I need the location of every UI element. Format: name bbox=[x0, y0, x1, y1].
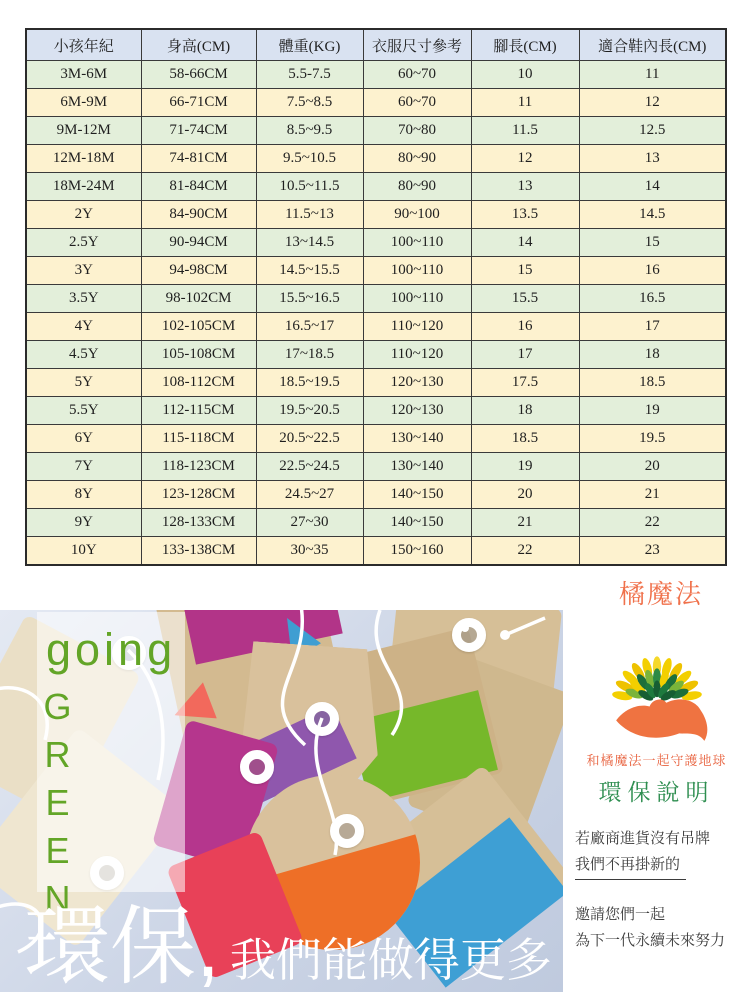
table-row bbox=[26, 201, 726, 229]
cell-size: 130~140 bbox=[363, 425, 471, 453]
going-text: going bbox=[46, 624, 177, 675]
cell-size: 70~80 bbox=[363, 117, 471, 145]
cell-age: 5Y bbox=[26, 369, 141, 397]
table-row bbox=[26, 285, 726, 313]
cell-shoe-inner-length: 18.5 bbox=[579, 369, 726, 397]
column-header: 衣服尺寸參考 bbox=[363, 29, 471, 61]
cell-foot-length: 13.5 bbox=[471, 201, 579, 229]
column-header: 小孩年紀 bbox=[26, 29, 141, 61]
cell-shoe-inner-length: 14.5 bbox=[579, 201, 726, 229]
cell-foot-length: 13 bbox=[471, 173, 579, 201]
cell-shoe-inner-length: 17 bbox=[579, 313, 726, 341]
cell-shoe-inner-length: 19 bbox=[579, 397, 726, 425]
cell-age: 3Y bbox=[26, 257, 141, 285]
cell-age: 3M-6M bbox=[26, 61, 141, 89]
cell-foot-length: 12 bbox=[471, 145, 579, 173]
cell-size: 140~150 bbox=[363, 481, 471, 509]
table-row bbox=[26, 173, 726, 201]
cell-age: 2.5Y bbox=[26, 229, 141, 257]
cell-height: 74-81CM bbox=[141, 145, 256, 173]
cell-weight: 9.5~10.5 bbox=[256, 145, 363, 173]
cell-size: 80~90 bbox=[363, 145, 471, 173]
table-row bbox=[26, 341, 726, 369]
cell-shoe-inner-length: 19.5 bbox=[579, 425, 726, 453]
cell-height: 98-102CM bbox=[141, 285, 256, 313]
green-vertical-text: GREEN bbox=[37, 686, 78, 926]
cell-size: 120~130 bbox=[363, 369, 471, 397]
table-row bbox=[26, 145, 726, 173]
cell-age: 4Y bbox=[26, 313, 141, 341]
cell-foot-length: 11 bbox=[471, 89, 579, 117]
cell-size: 60~70 bbox=[363, 89, 471, 117]
cell-weight: 10.5~11.5 bbox=[256, 173, 363, 201]
brand-name: 橘魔法 bbox=[618, 579, 703, 609]
column-header: 適合鞋內長(CM) bbox=[579, 29, 726, 61]
table-row bbox=[26, 61, 726, 89]
cell-size: 110~120 bbox=[363, 313, 471, 341]
cell-shoe-inner-length: 11 bbox=[579, 61, 726, 89]
table-row bbox=[26, 117, 726, 145]
cell-weight: 19.5~20.5 bbox=[256, 397, 363, 425]
cell-shoe-inner-length: 22 bbox=[579, 509, 726, 537]
cell-age: 8Y bbox=[26, 481, 141, 509]
cell-foot-length: 21 bbox=[471, 509, 579, 537]
cell-height: 105-108CM bbox=[141, 341, 256, 369]
cell-weight: 11.5~13 bbox=[256, 201, 363, 229]
table-body bbox=[26, 61, 726, 566]
cell-foot-length: 20 bbox=[471, 481, 579, 509]
cell-age: 4.5Y bbox=[26, 341, 141, 369]
cell-age: 10Y bbox=[26, 537, 141, 566]
cell-height: 84-90CM bbox=[141, 201, 256, 229]
cell-weight: 7.5~8.5 bbox=[256, 89, 363, 117]
cell-foot-length: 17.5 bbox=[471, 369, 579, 397]
cell-weight: 24.5~27 bbox=[256, 481, 363, 509]
cell-shoe-inner-length: 16.5 bbox=[579, 285, 726, 313]
cell-shoe-inner-length: 21 bbox=[579, 481, 726, 509]
table-row bbox=[26, 89, 726, 117]
cell-shoe-inner-length: 12 bbox=[579, 89, 726, 117]
cell-height: 90-94CM bbox=[141, 229, 256, 257]
cell-height: 81-84CM bbox=[141, 173, 256, 201]
cell-height: 58-66CM bbox=[141, 61, 256, 89]
column-header: 身高(CM) bbox=[141, 29, 256, 61]
cell-shoe-inner-length: 15 bbox=[579, 229, 726, 257]
cell-age: 9M-12M bbox=[26, 117, 141, 145]
eco-title: 環保說明 bbox=[598, 779, 715, 805]
cell-weight: 27~30 bbox=[256, 509, 363, 537]
cell-weight: 16.5~17 bbox=[256, 313, 363, 341]
cell-height: 128-133CM bbox=[141, 509, 256, 537]
eco-line-3: 邀請您們一起 bbox=[575, 906, 666, 923]
cell-weight: 8.5~9.5 bbox=[256, 117, 363, 145]
table-row bbox=[26, 313, 726, 341]
cell-size: 60~70 bbox=[363, 61, 471, 89]
cell-weight: 22.5~24.5 bbox=[256, 453, 363, 481]
cell-weight: 17~18.5 bbox=[256, 341, 363, 369]
cell-size: 120~130 bbox=[363, 397, 471, 425]
eco-line-1: 若廠商進貨沒有吊牌 bbox=[575, 830, 711, 847]
cell-foot-length: 17 bbox=[471, 341, 579, 369]
column-header: 體重(KG) bbox=[256, 29, 363, 61]
cell-shoe-inner-length: 14 bbox=[579, 173, 726, 201]
headline-small: 我們能做得更多 bbox=[229, 934, 552, 986]
cell-age: 5.5Y bbox=[26, 397, 141, 425]
table-header-row bbox=[26, 29, 726, 61]
cell-age: 2Y bbox=[26, 201, 141, 229]
cell-height: 66-71CM bbox=[141, 89, 256, 117]
cell-size: 130~140 bbox=[363, 453, 471, 481]
table-row bbox=[26, 229, 726, 257]
cell-foot-length: 15.5 bbox=[471, 285, 579, 313]
cell-height: 102-105CM bbox=[141, 313, 256, 341]
cell-foot-length: 15 bbox=[471, 257, 579, 285]
cell-height: 71-74CM bbox=[141, 117, 256, 145]
cell-size: 80~90 bbox=[363, 173, 471, 201]
cell-foot-length: 11.5 bbox=[471, 117, 579, 145]
table-row bbox=[26, 257, 726, 285]
cell-height: 123-128CM bbox=[141, 481, 256, 509]
cell-shoe-inner-length: 18 bbox=[579, 341, 726, 369]
cell-height: 94-98CM bbox=[141, 257, 256, 285]
cell-weight: 18.5~19.5 bbox=[256, 369, 363, 397]
cell-size: 110~120 bbox=[363, 341, 471, 369]
cell-size: 100~110 bbox=[363, 229, 471, 257]
cell-shoe-inner-length: 23 bbox=[579, 537, 726, 566]
cell-weight: 13~14.5 bbox=[256, 229, 363, 257]
cell-size: 90~100 bbox=[363, 201, 471, 229]
cell-foot-length: 18.5 bbox=[471, 425, 579, 453]
cell-weight: 20.5~22.5 bbox=[256, 425, 363, 453]
eco-line-2: 我們不再掛新的 bbox=[575, 852, 686, 880]
cell-height: 115-118CM bbox=[141, 425, 256, 453]
size-chart-table bbox=[25, 28, 727, 566]
cell-foot-length: 10 bbox=[471, 61, 579, 89]
cell-age: 6Y bbox=[26, 425, 141, 453]
cell-foot-length: 14 bbox=[471, 229, 579, 257]
column-header: 腳長(CM) bbox=[471, 29, 579, 61]
cell-weight: 14.5~15.5 bbox=[256, 257, 363, 285]
cell-size: 140~150 bbox=[363, 509, 471, 537]
eco-paragraph-2 bbox=[575, 902, 725, 954]
eco-paragraph-1 bbox=[575, 826, 710, 880]
cell-height: 112-115CM bbox=[141, 397, 256, 425]
cell-age: 18M-24M bbox=[26, 173, 141, 201]
cell-weight: 30~35 bbox=[256, 537, 363, 566]
table-row bbox=[26, 397, 726, 425]
cell-height: 118-123CM bbox=[141, 453, 256, 481]
table-row bbox=[26, 509, 726, 537]
cell-shoe-inner-length: 13 bbox=[579, 145, 726, 173]
cell-size: 150~160 bbox=[363, 537, 471, 566]
cell-foot-length: 19 bbox=[471, 453, 579, 481]
cell-age: 12M-18M bbox=[26, 145, 141, 173]
cell-height: 108-112CM bbox=[141, 369, 256, 397]
tree-in-hand-logo-icon bbox=[599, 648, 715, 752]
table-row bbox=[26, 537, 726, 566]
eco-tagline: 和橘魔法一起守護地球 bbox=[586, 753, 727, 768]
banner-headline bbox=[24, 899, 552, 992]
table-row bbox=[26, 425, 726, 453]
cell-age: 9Y bbox=[26, 509, 141, 537]
table-row bbox=[26, 481, 726, 509]
cell-shoe-inner-length: 12.5 bbox=[579, 117, 726, 145]
cell-age: 6M-9M bbox=[26, 89, 141, 117]
eco-line-4: 為下一代永續未來努力 bbox=[575, 932, 726, 949]
cell-foot-length: 22 bbox=[471, 537, 579, 566]
cell-height: 133-138CM bbox=[141, 537, 256, 566]
cell-age: 7Y bbox=[26, 453, 141, 481]
table-row bbox=[26, 453, 726, 481]
cell-size: 100~110 bbox=[363, 285, 471, 313]
cell-weight: 15.5~16.5 bbox=[256, 285, 363, 313]
eco-panel bbox=[563, 610, 750, 992]
cell-size: 100~110 bbox=[363, 257, 471, 285]
cell-age: 3.5Y bbox=[26, 285, 141, 313]
cell-foot-length: 18 bbox=[471, 397, 579, 425]
hangtag-photo-banner bbox=[0, 610, 563, 992]
cell-shoe-inner-length: 20 bbox=[579, 453, 726, 481]
cell-shoe-inner-length: 16 bbox=[579, 257, 726, 285]
cell-weight: 5.5-7.5 bbox=[256, 61, 363, 89]
cell-foot-length: 16 bbox=[471, 313, 579, 341]
table-row bbox=[26, 369, 726, 397]
headline-big: 環保, bbox=[24, 899, 220, 992]
